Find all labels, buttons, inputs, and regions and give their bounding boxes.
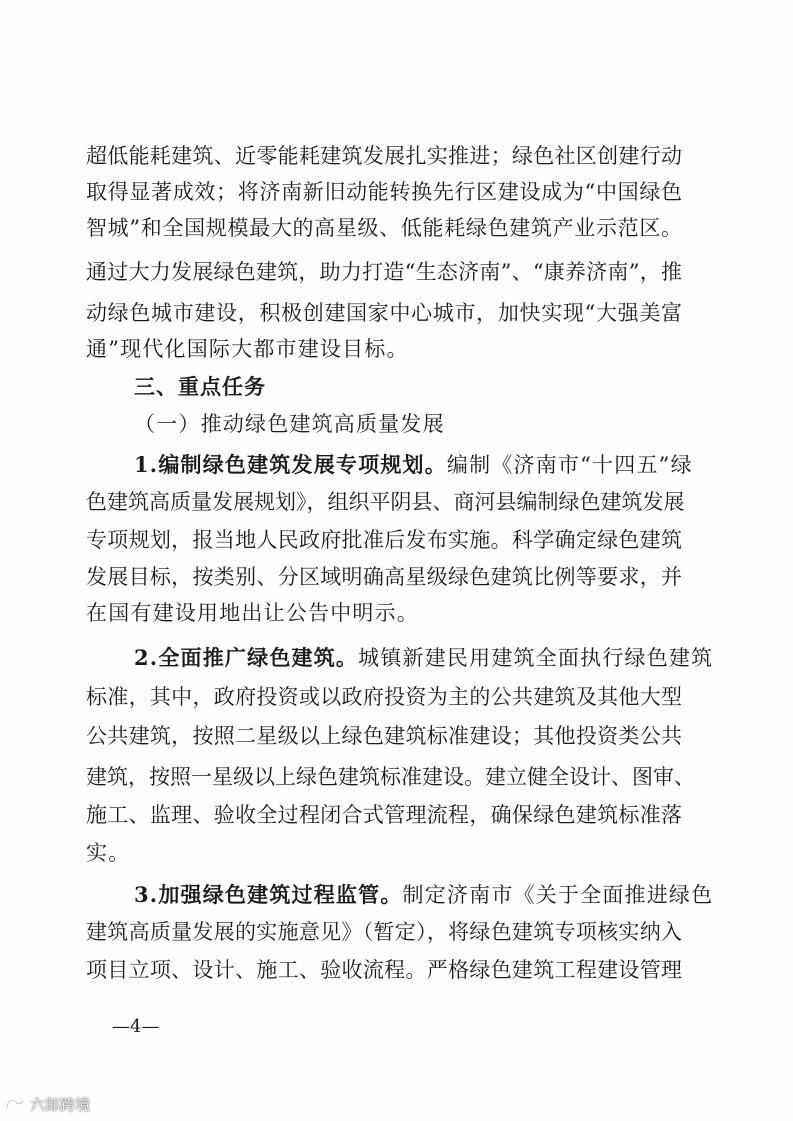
page-number: —4—: [112, 1016, 160, 1037]
item-3-first-line: [134, 881, 714, 909]
item-2-line: 标准，其中，政府投资或以政府投资为主的公共建筑及其他大型: [86, 685, 682, 709]
subsection-heading: （一）推动绿色建筑高质量发展: [134, 412, 445, 436]
item-2-line: 施工、监理、验收全过程闭合式管理流程，确保绿色建筑标准落: [86, 803, 682, 827]
item-2-title: 2.全面推广绿色建筑。: [134, 645, 359, 670]
section-heading: 三、重点任务: [134, 375, 266, 399]
paragraph-line: 取得显著成效；将济南新旧动能转换先行区建设成为“中国绿色: [86, 180, 682, 204]
watermark-text: 六郎跨境: [30, 1095, 91, 1114]
item-3-title: 3.加强绿色建筑过程监管。: [134, 882, 403, 907]
item-2-first-line: [134, 644, 714, 672]
item-3-line: 建筑高质量发展的实施意见》（暂定），将绿色建筑专项核实纳入: [86, 920, 682, 944]
item-1-first-line: [134, 451, 693, 479]
paragraph-line: 通”现代化国际大都市建设目标。: [86, 337, 409, 361]
item-2-line: 建筑，按照一星级以上绿色建筑标准建设。建立健全设计、图审、: [86, 765, 695, 789]
watermark-logo-icon: [4, 1096, 26, 1112]
item-2-line: 实。: [86, 841, 131, 865]
item-1-line: 在国有建设用地出让公告中明示。: [86, 601, 419, 625]
item-1-line: 色建筑高质量发展规划》，组织平阴县、商河县编制绿色建筑发展: [86, 490, 685, 514]
item-1-line: 专项规划，报当地人民政府批准后发布实施。科学确定绿色建筑: [86, 528, 682, 552]
item-1-line: 发展目标，按类别、分区域明确高星级绿色建筑比例等要求，并: [86, 565, 682, 589]
paragraph-line: 通过大力发展绿色建筑，助力打造“生态济南”、“康养济南”，推: [86, 260, 682, 284]
item-2-text: 城镇新建民用建筑全面执行绿色建筑: [358, 646, 714, 670]
item-1-text: 编制《济南市“十四五”绿: [446, 453, 693, 477]
item-2-line: 公共建筑，按照二星级以上绿色建筑标准建设；其他投资类公共: [86, 724, 682, 748]
item-3-line: 项目立项、设计、施工、验收流程。严格绿色建筑工程建设管理: [86, 958, 682, 982]
paragraph-line: 智城”和全国规模最大的高星级、低能耗绿色建筑产业示范区。: [86, 216, 682, 240]
paragraph-line: 超低能耗建筑、近零能耗建筑发展扎实推进；绿色社区创建行动: [86, 144, 682, 168]
item-3-text: 制定济南市《关于全面推进绿色: [402, 883, 714, 907]
watermark: [4, 1093, 90, 1115]
paragraph-line: 动绿色城市建设，积极创建国家中心城市，加快实现“大强美富: [86, 301, 682, 325]
item-1-title: 1.编制绿色建筑发展专项规划。: [134, 452, 447, 477]
